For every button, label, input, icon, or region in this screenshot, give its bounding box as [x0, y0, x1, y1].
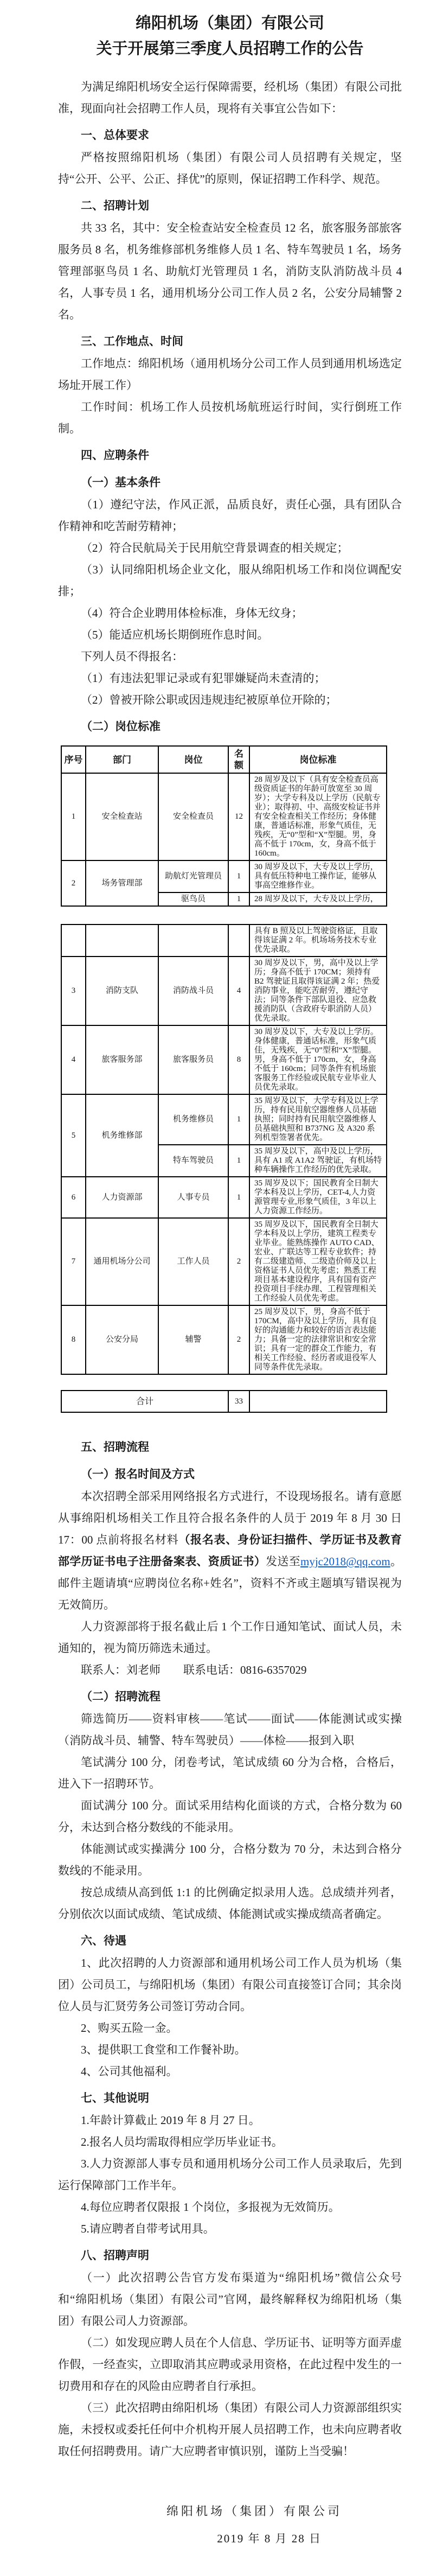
benefit-3: 3、提供职工食堂和工作餐补助。 — [81, 2043, 246, 2056]
apply-method-text-1: 本次招聘全部采用网络报名方式进行，不设现场报名。请有意愿从事绵阳机场相关工作且符合报名条件的人员于 2019 年 8 月 30 日 17：00 点前将报名材料 — [58, 1490, 402, 1546]
row2-dept: 场务管理部 — [86, 860, 158, 906]
cont-no-empty — [61, 924, 86, 957]
row4-dept: 旅客服务部 — [86, 1025, 158, 1094]
total-standard-empty — [249, 1391, 387, 1412]
total-row — [61, 1391, 387, 1412]
doc-title-line2: 关于开展第三季度人员招聘工作的公告 — [96, 40, 364, 58]
row1-standard: 28 周岁及以下（具有安全检查员高级资质证书的年龄可放宽至 30 周岁）；大学专科及以上学历（民航专业）；取得初、中、高级安检证书并有安全检查相关工作经历；身体健康，普通话标准，形象气质佳，无残疾，无“0”型和“X”型腿。男，身高不低于 170cm，女，身高不低于 160cm。 — [249, 773, 387, 860]
positions-table-total — [61, 1390, 387, 1413]
total-label: 合计 — [61, 1391, 228, 1412]
table-row — [61, 860, 387, 892]
section1-paragraph: 严格按照绵阳机场（集团）有限公司人员招聘有关规定，坚持“公开、公平、公正、择优”的原则，保证招聘工作科学、规范。 — [58, 151, 402, 186]
written-test-paragraph: 笔试满分 100 分，闭卷考试，笔试成绩 60 分为合格，合格后，进入下一招聘环节。 — [58, 1756, 402, 1790]
table-row — [61, 924, 387, 957]
row3-standard: 30 周岁及以下，男，高中及以上学历；身高不低于 170CM；须持有 B2 驾驶证且取得该证满 2 年；热爱消防事业，能吃苦耐劳，遵纪守法；同等条件下部队退役、应急救援消防队（含政府专职消防人员）优先录取。 — [249, 957, 387, 1025]
table-row — [61, 773, 387, 860]
row6-quota: 1 — [228, 1177, 249, 1218]
row3-quota: 4 — [228, 957, 249, 1025]
work-time-paragraph: 工作时间：机场工作人员按机场航班运行时间，实行倒班工作制。 — [58, 400, 402, 435]
process-subheading: （二）招聘流程 — [81, 1691, 161, 1703]
interview-paragraph: 面试满分 100 分。面试采用结构化面谈的方式，合格分数为 60 分，未达到合格分数线的不能录用。 — [58, 1799, 402, 1834]
statement-3: （三）此次招聘由绵阳机场（集团）有限公司人力资源部组织实施，未授权或委托任何中介机构开展人员招聘工作，也未向应聘者收取任何招聘费用。请广大应聘者审慎识别，谨防上当受骗！ — [58, 2401, 402, 2458]
row5b-standard: 35 周岁及以下，高中及以上学历，具有 A1 或 A1A2 驾驶证，有机场特种车辆操作工作经历的优先录取。 — [249, 1145, 387, 1177]
basic-condition-1: （1）遵纪守法，作风正派，品质良好，责任心强，具有团队合作精神和吃苦耐劳精神； — [58, 498, 402, 533]
row2b-standard-part2: 具有 B 照及以上驾驶资格证，且取得该证满 2 年。机场场务技术专业优先录取。 — [249, 924, 387, 957]
benefit-2: 2、购买五险一金。 — [81, 2022, 178, 2035]
row8-quota: 2 — [228, 1305, 249, 1374]
statement-2: （二）如发现应聘人员在个人信息、学历证书、证明等方面弄虚作假，一经查实，立即取消其应聘或录用资格，在此过程中发生的一切费用和存在的风险由应聘者自行承担。 — [58, 2336, 402, 2393]
row2b-post: 驱鸟员 — [158, 892, 228, 906]
row5b-quota: 1 — [228, 1145, 249, 1177]
table-row — [61, 1218, 387, 1305]
exclusion-note: 下列人员不得报名： — [81, 650, 183, 663]
signature-company: 绵阳机场（集团）有限公司 — [166, 2504, 342, 2518]
basic-condition-2: （2）符合民航局关于民用航空背景调查的相关规定； — [81, 541, 349, 554]
section3-heading: 三、工作地点、时间 — [81, 335, 183, 348]
row6-no: 6 — [61, 1177, 86, 1218]
row3-dept: 消防支队 — [86, 957, 158, 1025]
row2-no: 2 — [61, 860, 86, 906]
row5-dept: 机务维修部 — [86, 1094, 158, 1177]
physical-test-paragraph: 体能测试或实操满分 100 分，合格分数为 70 分，未达到合格分数线的不能录用。 — [58, 1842, 402, 1877]
section6-heading: 六、待遇 — [81, 1935, 126, 1947]
other-note-2: 2.报名人员均需取得相应学历毕业证书。 — [81, 2135, 283, 2148]
row2a-quota: 1 — [228, 860, 249, 892]
row2a-post: 助航灯光管理员 — [158, 860, 228, 892]
row5b-post: 特车驾驶员 — [158, 1145, 228, 1177]
row8-standard: 25 周岁及以下，男，身高不低于 170CM，高中及以上学历，具有良好的沟通能力和较好的语言表达能力；具备一定的法律常识和安全常识；具有一定的群众工作能力，有相关工作经验、经历者或退役军人同等条件优先录取。 — [249, 1305, 387, 1374]
row7-standard: 35 周岁及以下，国民教育全日制大学本科及以上学历，建筑工程类专业毕业。能熟练操作 AUTO CAD、宏业、广联达等工程专业软件；持有二级建造师、二级造价师及以上资格证书人员优先考虑；熟悉工程项目基本建设程序，具有国有资产投资项目手续办理、工程管理相关工作经验人员优先考虑。 — [249, 1218, 387, 1305]
table-row — [61, 1094, 387, 1145]
row1-quota: 12 — [228, 773, 249, 860]
row6-dept: 人力资源部 — [86, 1177, 158, 1218]
benefit-4: 4、公司其他福利。 — [81, 2065, 178, 2078]
benefit-1: 1、此次招聘的人力资源部和通用机场公司工作人员为机场（集团）公司员工，与绵阳机场（集团）有限公司直接签订合同；其余岗位人员与汇贤劳务公司签订劳动合同。 — [58, 1956, 402, 2013]
row4-standard: 30 周岁及以下，大专及以上学历。身体健康，普通话标准，形象气质佳，无残疾，无“0”型和“X”型腿。男，身高不低于 170cm，女，身高不低于 160cm；同等条件有机场旅客服务工作经验或民航专业毕业人员优先录取。 — [249, 1025, 387, 1094]
signature-date: 2019 年 8 月 28 日 — [217, 2532, 322, 2545]
row8-dept: 公安分局 — [86, 1305, 158, 1374]
basic-condition-3: （3）认同绵阳机场企业文化，服从绵阳机场工作和岗位调配安排； — [58, 563, 402, 598]
row1-no: 1 — [61, 773, 86, 860]
row5a-standard: 35 周岁及以下，大学专科及以上学历，持有民用航空器维修人员基础执照；同时持有民用航空器维修人员基础执照和 B737NG 及 A320 系列机型签署者优先。 — [249, 1094, 387, 1145]
basic-condition-5: （5）能适应机场长期倒班作息时间。 — [81, 628, 269, 641]
process-flow-paragraph: 筛选简历——资料审核——笔试——面试——体能测试或实操（消防战斗员、辅警、特车驾驶员）——体检——报到入职 — [58, 1712, 402, 1747]
apply-method-text-2: 发送至 — [266, 1555, 300, 1568]
row4-post: 旅客服务员 — [158, 1025, 228, 1094]
section1-heading: 一、总体要求 — [81, 129, 149, 142]
row8-post: 辅警 — [158, 1305, 228, 1374]
other-note-4: 4.每位应聘者仅限报 1 个岗位，多报视为无效简历。 — [81, 2201, 340, 2214]
row4-no: 4 — [61, 1025, 86, 1094]
statement-1: （一）此次招聘公告官方发布渠道为“绵阳机场”微信公众号和“绵阳机场（集团）有限公司”官网，最终解释权为绵阳机场（集团）有限公司人力资源部。 — [58, 2271, 402, 2328]
post-standards-subheading: （二）岗位标准 — [81, 720, 161, 733]
row2b-standard-part1: 28 周岁及以下，大专及以上学历， — [249, 892, 387, 906]
row1-dept: 安全检查站 — [86, 773, 158, 860]
recruit-plan-paragraph: 共 33 名，其中：安全检查站安全检查员 12 名，旅客服务部旅客服务员 8 名，机务维修部机务维修人员 1 名、特车驾驶员 1 名，场务管理部驱鸟员 1 名、助航灯光管理员 1 名，消防支队消防战斗员 4 名，人事专员 1 名，通用机场分公司工作人员 2 名，公安分局辅警 2 名。 — [58, 221, 402, 321]
col-header-dept: 部门 — [86, 746, 158, 773]
row7-dept: 通用机场分公司 — [86, 1218, 158, 1305]
contact-line: 联系人：刘老师 联系电话：0816-6357029 — [81, 1663, 307, 1676]
apply-time-subheading: （一）报名时间及方式 — [81, 1468, 195, 1481]
apply-method-paragraph — [58, 1485, 402, 1616]
other-note-5: 5.请应聘者自带考试用具。 — [81, 2222, 215, 2235]
apply-method-text-3: 。邮件主题请填“应聘岗位名称+姓名”，资料不齐或主题填写错误视为无效简历。 — [58, 1555, 402, 1611]
row1-post: 安全检查员 — [158, 773, 228, 860]
section5-heading: 五、招聘流程 — [81, 1441, 149, 1453]
col-header-standard: 岗位标准 — [249, 746, 387, 773]
other-note-3: 3.人力资源部人事专员和通用机场分公司工作人员录取后，先到运行保障部门工作半年。 — [58, 2157, 402, 2192]
positions-table-part2 — [61, 924, 387, 1375]
row3-post: 消防战斗员 — [158, 957, 228, 1025]
section4-heading: 四、应聘条件 — [81, 449, 149, 462]
table-row — [61, 1177, 387, 1218]
row7-quota: 2 — [228, 1218, 249, 1305]
signature-block — [58, 2500, 402, 2550]
exclusion-1: （1）有违法犯罪记录或有犯罪嫌疑尚未查清的； — [81, 672, 326, 685]
cont-quota-empty — [228, 924, 249, 957]
row2b-quota: 1 — [228, 892, 249, 906]
row5a-quota: 1 — [228, 1094, 249, 1145]
doc-title-line1: 绵阳机场（集团）有限公司 — [135, 15, 324, 32]
section7-heading: 七、其他说明 — [81, 2092, 149, 2105]
row2a-standard: 30 周岁及以下，大专及以上学历，具有低压特种电工操作证，能够从事高空维修作业。 — [249, 860, 387, 892]
table-row — [61, 1305, 387, 1374]
cont-dept-empty — [86, 924, 158, 957]
row5a-post: 机务维修员 — [158, 1094, 228, 1145]
table-row — [61, 1025, 387, 1094]
row7-no: 7 — [61, 1218, 86, 1305]
row8-no: 8 — [61, 1305, 86, 1374]
row5-no: 5 — [61, 1094, 86, 1177]
total-value: 33 — [228, 1391, 249, 1412]
table-row — [61, 957, 387, 1025]
positions-table-part1 — [61, 745, 387, 907]
work-location-paragraph: 工作地点：绵阳机场（通用机场分公司工作人员到通用机场选定场址开展工作） — [58, 357, 402, 392]
exclusion-2: （2）曾被开除公职或因违规违纪被原单位开除的； — [81, 693, 337, 706]
col-header-quota: 名额 — [228, 746, 249, 773]
ranking-paragraph: 按总成绩从高到低 1:1 的比例确定拟录用人选。总成绩并列者，分别依次以面试成绩、笔试成绩、体能测试或实操成绩高者确定。 — [58, 1886, 402, 1921]
row4-quota: 8 — [228, 1025, 249, 1094]
intro-paragraph: 为满足绵阳机场安全运行保障需要，经机场（集团）有限公司批准，现面向社会招聘工作人员，现将有关事宜公告如下： — [58, 80, 402, 115]
hr-notify-paragraph: 人力资源部将于报名截止后 1 个工作日通知笔试、面试人员，未通知的，视为简历筛选未通过。 — [58, 1620, 402, 1655]
other-note-1: 1.年龄计算截止 2019 年 8 月 27 日。 — [81, 2114, 260, 2127]
row6-standard: 35 周岁及以下；国民教育全日制大学本科及以上学历，CET-4,人力资源管理专业,形象气质佳，3 年以上人力资源工作经历。 — [249, 1177, 387, 1218]
table-header-row — [61, 746, 387, 773]
application-email-link[interactable]: myjc2018@qq.com — [300, 1555, 390, 1568]
required-materials-bold: （报名表、身份证扫描件、学历证书及教育部学历证书电子注册备案表、资质证书） — [58, 1533, 402, 1568]
basic-condition-4: （4）符合企业聘用体检标准，身体无纹身； — [81, 607, 303, 620]
row7-post: 工作人员 — [158, 1218, 228, 1305]
row6-post: 人事专员 — [158, 1177, 228, 1218]
section2-heading: 二、招聘计划 — [81, 200, 149, 212]
row3-no: 3 — [61, 957, 86, 1025]
col-header-post: 岗位 — [158, 746, 228, 773]
cont-post-empty — [158, 924, 228, 957]
basic-conditions-subheading: （一）基本条件 — [81, 476, 161, 489]
col-header-no: 序号 — [61, 746, 86, 773]
section8-heading: 八、招聘声明 — [81, 2249, 149, 2262]
